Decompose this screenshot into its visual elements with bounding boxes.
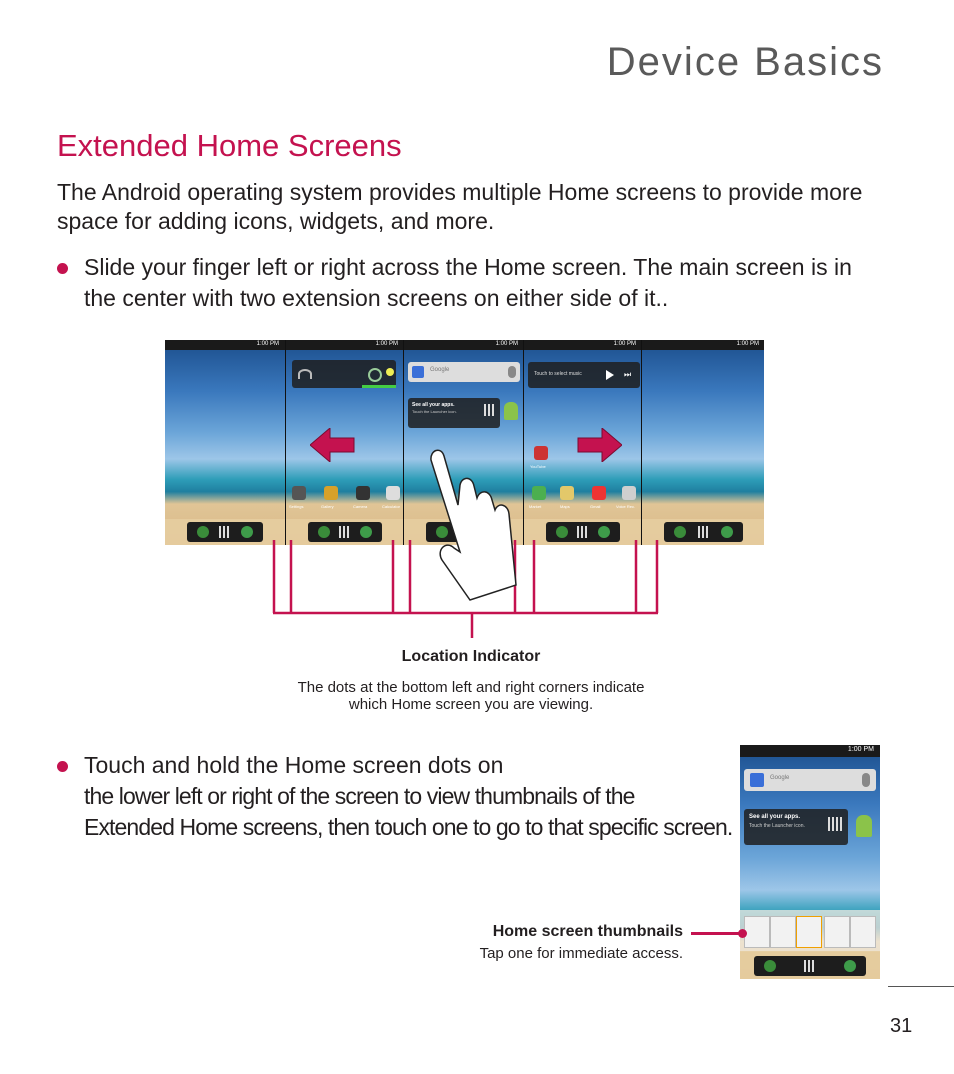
home-thumbnail[interactable] [744,916,770,948]
intro-paragraph: The Android operating system provides multiple Home screens to provide more space for adding icons, widgets, and more. [57,179,863,234]
status-time: 1:00 PM [613,341,636,347]
app-label: Gmail [590,504,601,509]
android-robot-icon [856,815,872,837]
status-time: 1:00 PM [256,341,279,347]
app-label: Voice Rec. [616,504,636,509]
home-thumbnails-description: Tap one for immediate access. [479,945,683,962]
location-indicator-description [236,679,706,713]
tip-body: Touch the Launcher icon. [412,409,457,414]
music-hint: Touch to select music [534,371,582,377]
status-time: 1:00 PM [736,341,759,347]
phone-thumbnail-screenshot [740,745,880,979]
app-label: Camera [353,504,368,509]
search-hint: Google [430,367,450,373]
browser-icon [844,960,856,972]
page-number: 31 [890,1015,913,1037]
bullet-line: Extended Home screens, then touch one to go to that specific screen. [84,814,733,840]
launcher-icon [828,817,842,831]
desc-line: The dots at the bottom left and right corners indicate [297,679,645,696]
callout-line [691,932,743,935]
hand-icon [431,450,516,600]
footer-rule [888,986,954,987]
section-header: Device Basics [606,40,884,84]
bullet-line: Touch and hold the Home screen dots on [84,752,504,778]
desc-line: which Home screen you are viewing. [348,696,594,713]
app-label: Gallery [321,504,334,509]
home-thumbnail[interactable] [850,916,876,948]
home-thumbnails-title: Home screen thumbnails [492,923,683,940]
app-label: Maps [560,504,570,509]
location-indicator-title: Location Indicator [401,648,541,665]
dock [740,951,880,979]
status-time: 1:00 PM [495,341,518,347]
status-time: 1:00 PM [847,746,874,753]
home-thumbnails-strip [740,910,880,952]
bullet-slide-text: Slide your finger left or right across the Home screen. The main screen is in the center with two extension screens on either side of it.. [84,254,852,311]
google-search-widget [744,769,876,791]
bullet-touch-hold-text [84,750,757,843]
phone-icon [764,960,776,972]
home-thumbnail[interactable] [770,916,796,948]
microphone-icon [862,773,870,787]
app-label: Market [529,504,542,509]
home-thumbnail[interactable] [796,916,822,948]
app-label: YouTube [530,464,546,469]
google-icon [750,773,764,787]
callout-dot [738,929,747,938]
status-time: 1:00 PM [375,341,398,347]
search-hint: Google [770,775,790,781]
app-label: Settings [289,504,304,509]
launcher-tip-widget [744,809,848,845]
tip-title: See all your apps. [749,814,801,820]
bullet-touch-hold [57,750,757,843]
status-bar [740,745,880,757]
tip-title: See all your apps. [412,402,455,408]
bullet-dot [57,761,68,772]
app-label: Calculator [382,504,401,509]
bullet-line: the lower left or right of the screen to view thumbnails of the [84,783,635,809]
page-title: Extended Home Screens [57,128,402,163]
next-icon: ⏭ [624,370,632,379]
tip-body: Touch the Launcher icon. [749,823,805,829]
apps-grid-icon [804,960,816,972]
home-thumbnail[interactable] [824,916,850,948]
